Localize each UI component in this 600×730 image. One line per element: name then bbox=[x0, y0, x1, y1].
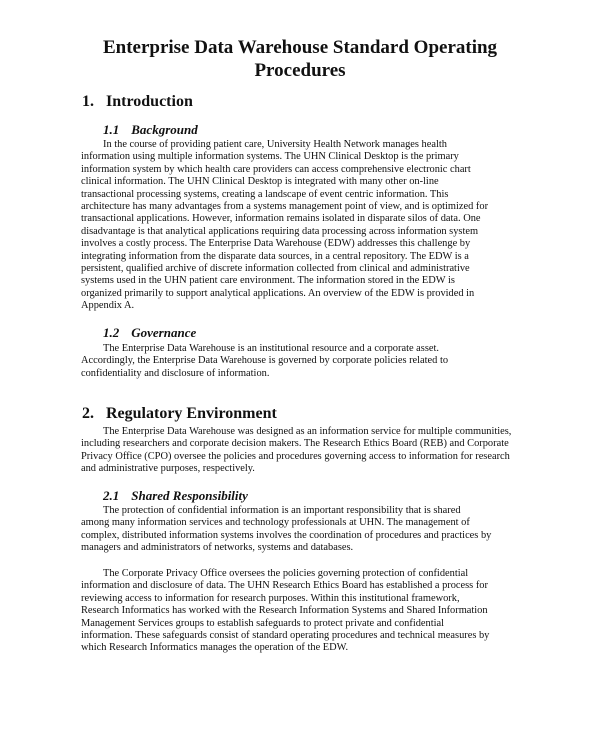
section-heading-introduction bbox=[82, 92, 193, 112]
text-line: Research Informatics has worked with the Research Information Systems and Shared Information bbox=[81, 605, 488, 617]
text-line: reviewing access to information for research purposes. Within this institutional framework, bbox=[81, 592, 460, 604]
text-line: information and disclosure of data. The UHN Research Ethics Board has established a process for bbox=[81, 580, 488, 592]
text-line: transactional processing systems, creating a landscape of event centric information. This bbox=[81, 188, 449, 200]
section-title: Regulatory Environment bbox=[106, 405, 277, 422]
text-line: Management Services groups to establish safeguards to protect private and confidential bbox=[81, 617, 444, 629]
text-line: confidentiality and disclosure of information. bbox=[81, 367, 270, 379]
text-line: transactional applications. However, information remains isolated in disparate silos of data. One bbox=[81, 213, 481, 225]
text-line: among many information services and technology professionals at UHN. The management of bbox=[81, 517, 470, 529]
text-line: disadvantage is that analytical applications requiring data processing across information system bbox=[81, 225, 479, 237]
text-line: The Enterprise Data Warehouse is an institutional resource and a corporate asset. bbox=[103, 343, 439, 354]
subsection-title: Shared Responsibility bbox=[131, 488, 248, 503]
paragraph-shared-responsibility-2 bbox=[81, 568, 521, 655]
section-title: Introduction bbox=[106, 93, 193, 110]
text-line: Privacy Office (CPO) oversee the policies and procedures governing access to information for research bbox=[81, 450, 510, 462]
paragraph-regulatory-environment bbox=[81, 426, 521, 476]
section-number: 1. bbox=[82, 93, 94, 110]
paragraph-background bbox=[81, 139, 521, 313]
text-line: information. These safeguards consist of standard operating procedures and technical measures by bbox=[81, 630, 490, 642]
section-heading-regulatory-environment bbox=[82, 404, 277, 424]
text-line: clinical information. The UHN Clinical Desktop is integrated with many other on-line bbox=[81, 176, 439, 188]
text-line: Appendix A. bbox=[81, 300, 135, 312]
text-line: systems used in the UHN patient care environment. The information stored in the EDW is bbox=[81, 275, 455, 287]
subsection-title: Background bbox=[131, 122, 198, 137]
text-line: Accordingly, the Enterprise Data Warehouse is governed by corporate policies related to bbox=[81, 355, 449, 367]
text-line: involves a costly process. The Enterprise Data Warehouse (EDW) addresses this challenge by bbox=[81, 238, 471, 250]
text-line: architecture has many advantages from a systems management point of view, and is optimized for bbox=[81, 201, 489, 213]
text-line: information system by which health care providers can access comprehensive electronic chart bbox=[81, 163, 471, 175]
subsection-heading-governance bbox=[103, 325, 196, 341]
text-line: In the course of providing patient care, University Health Network manages health bbox=[103, 139, 447, 150]
text-line: complex, distributed information systems involves the coordination of procedures and practices by bbox=[81, 529, 492, 541]
text-line: including researchers and corporate decision makers. The Research Ethics Board (REB) and Corporate bbox=[81, 438, 509, 450]
text-line: The Corporate Privacy Office oversees the policies governing protection of confidential bbox=[103, 568, 469, 579]
text-line: which Research Informatics manages the operation of the EDW. bbox=[81, 642, 349, 654]
text-line: and administrative purposes, respectively. bbox=[81, 463, 255, 475]
document-title bbox=[0, 36, 600, 82]
text-line: managers and administrators of networks, systems and databases. bbox=[81, 542, 354, 554]
subsection-heading-shared-responsibility bbox=[103, 488, 248, 504]
subsection-number: 1.1 bbox=[103, 122, 120, 137]
text-line: integrating information from the disparate data sources, in a central repository. The EDW is a bbox=[81, 250, 469, 262]
document-title-line-2: Procedures bbox=[254, 60, 346, 81]
text-line: organized primarily to support analytical applications. An overview of the EDW is provided in bbox=[81, 287, 475, 299]
section-number: 2. bbox=[82, 405, 94, 422]
subsection-heading-background bbox=[103, 122, 198, 138]
text-line: The protection of confidential information is an important responsibility that is shared bbox=[103, 505, 461, 516]
paragraph-governance bbox=[81, 343, 521, 380]
paragraph-shared-responsibility-1 bbox=[81, 505, 521, 555]
text-line: persistent, qualified archive of discrete information collected from clinical and administrative bbox=[81, 263, 470, 275]
document-title-line-1: Enterprise Data Warehouse Standard Operating bbox=[102, 37, 498, 58]
subsection-number: 2.1 bbox=[103, 488, 120, 503]
subsection-title: Governance bbox=[131, 325, 197, 340]
text-line: information using multiple information systems. The UHN Clinical Desktop is the primary bbox=[81, 151, 459, 163]
text-line: The Enterprise Data Warehouse was designed as an information service for multiple communities, bbox=[103, 426, 512, 437]
subsection-number: 1.2 bbox=[103, 325, 120, 340]
